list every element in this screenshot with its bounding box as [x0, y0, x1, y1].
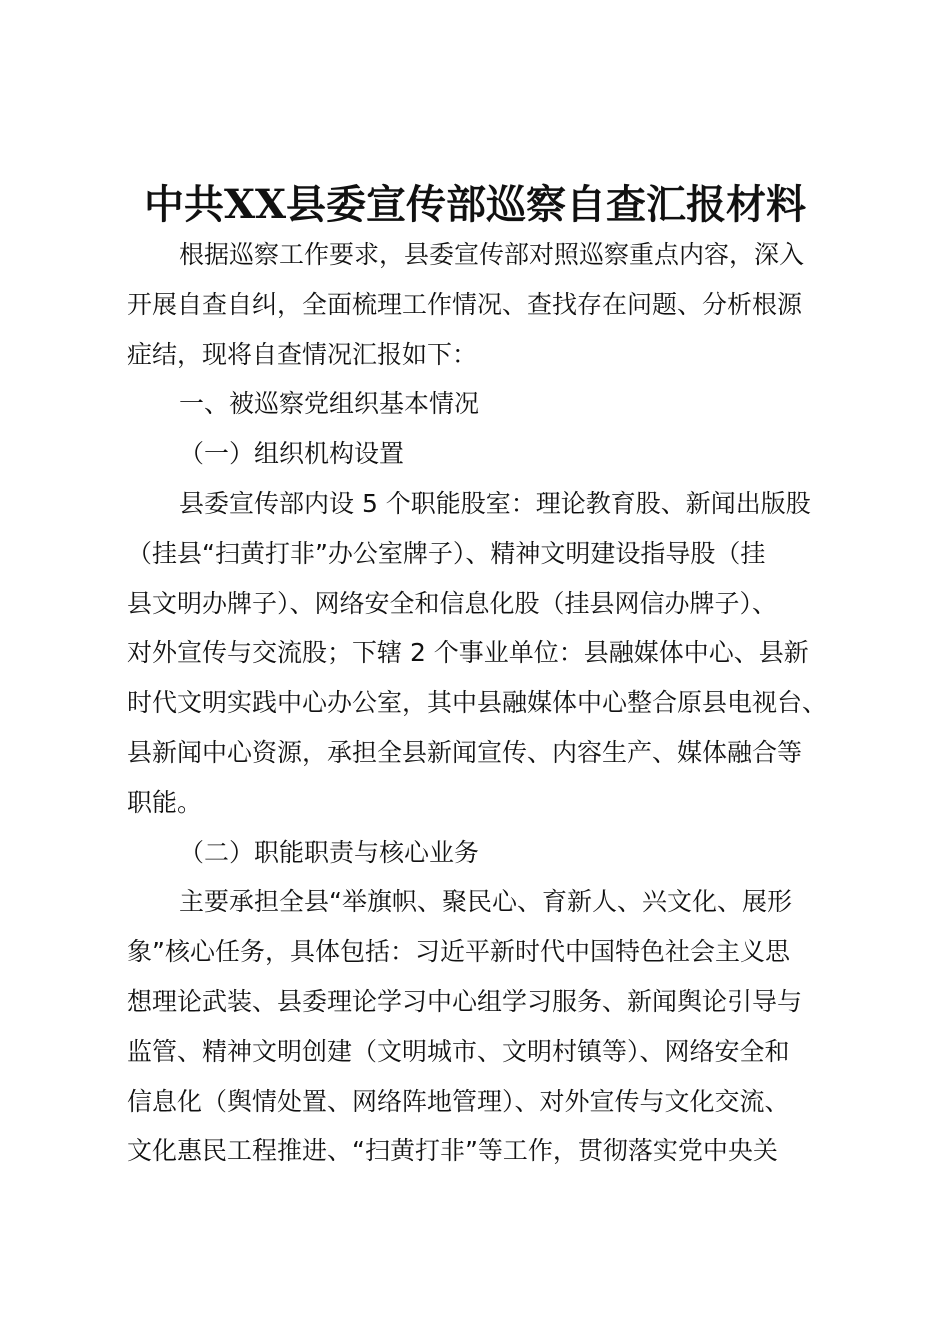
paragraph-line: 根据巡察工作要求，县委宣传部对照巡察重点内容，深入	[179, 240, 805, 269]
paragraph-line: 开展自查自纠，全面梳理工作情况、查找存在问题、分析根源	[127, 289, 803, 319]
paragraph-line: 症结，现将自查情况汇报如下：	[127, 339, 478, 369]
document-body	[127, 230, 837, 1176]
paragraph-line: 对外宣传与交流股；下辖 2 个事业单位：县融媒体中心、县新	[127, 638, 809, 668]
section-heading: 一、被巡察党组织基本情况	[179, 389, 480, 419]
paragraph-line: 信息化（舆情处置、网络阵地管理）、对外宣传与文化交流、	[127, 1086, 790, 1116]
paragraph-line: 职能。	[127, 787, 203, 817]
paragraph-line: （挂县“扫黄打非”办公室牌子）、精神文明建设指导股（挂	[127, 538, 766, 568]
paragraph-line: 文化惠民工程推进、“扫黄打非”等工作，贯彻落实党中央关	[127, 1136, 778, 1166]
paragraph-line: 县新闻中心资源，承担全县新闻宣传、内容生产、媒体融合等	[127, 737, 803, 767]
paragraph-line: 象”核心任务，具体包括：习近平新时代中国特色社会主义思	[127, 937, 790, 967]
paragraph-line: 时代文明实践中心办公室，其中县融媒体中心整合原县电视台、	[127, 688, 828, 718]
subsection-heading: （二）职能职责与核心业务	[179, 837, 480, 867]
paragraph-line: 县委宣传部内设 5 个职能股室：理论教育股、新闻出版股	[179, 488, 811, 518]
paragraph-line: 主要承担全县“举旗帜、聚民心、育新人、兴文化、展形	[179, 887, 792, 917]
document-title: 中共XX县委宣传部巡察自查汇报材料	[143, 181, 807, 228]
paragraph-line: 监管、精神文明创建（文明城市、文明村镇等）、网络安全和	[127, 1036, 790, 1066]
paragraph-line: 想理论武装、县委理论学习中心组学习服务、新闻舆论引导与	[127, 986, 803, 1016]
subsection-heading: （一）组织机构设置	[179, 439, 405, 469]
paragraph-line: 县文明办牌子）、网络安全和信息化股（挂县网信办牌子）、	[127, 588, 778, 618]
